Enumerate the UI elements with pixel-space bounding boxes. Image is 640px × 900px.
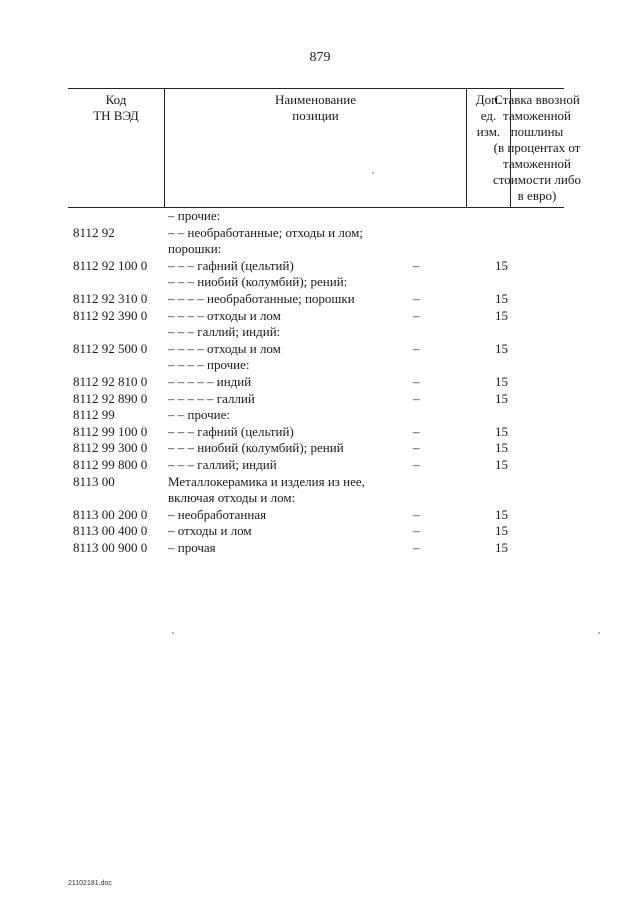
header-rate-line: Ставка ввозной bbox=[494, 92, 580, 107]
row-rate: 15 bbox=[495, 390, 508, 406]
row-code: 8112 99 800 0 bbox=[73, 456, 148, 472]
table-row bbox=[68, 357, 564, 374]
row-rate: 15 bbox=[495, 456, 508, 472]
row-name: – – – галлий; индий: bbox=[168, 324, 281, 340]
row-rate: 15 bbox=[495, 440, 508, 456]
row-code: 8112 92 310 0 bbox=[73, 290, 148, 306]
row-name: включая отходы и лом: bbox=[168, 490, 296, 506]
table-row bbox=[68, 457, 564, 474]
table-row bbox=[68, 407, 564, 424]
table-row bbox=[68, 507, 564, 524]
row-name: – – – – – индий bbox=[168, 373, 252, 389]
row-rate: 15 bbox=[495, 257, 508, 273]
row-name: – – – – – галлий bbox=[168, 390, 255, 406]
row-unit: – bbox=[413, 440, 420, 456]
row-name: – необработанная bbox=[168, 506, 267, 522]
table-row bbox=[68, 291, 564, 308]
row-rate: 15 bbox=[495, 506, 508, 522]
header-name-line: позиции bbox=[292, 108, 339, 123]
row-unit: – bbox=[413, 390, 420, 406]
header-rate-line: таможенной bbox=[503, 156, 571, 171]
table-body bbox=[68, 208, 564, 556]
header-rate-line: в евро) bbox=[517, 188, 557, 203]
scan-speck bbox=[598, 632, 600, 634]
page-number: 879 bbox=[309, 50, 331, 65]
row-code: 8112 92 100 0 bbox=[73, 257, 148, 273]
table-row bbox=[68, 341, 564, 358]
row-unit: – bbox=[413, 539, 420, 555]
row-name: – – – ниобий (колумбий); рений: bbox=[168, 274, 348, 290]
row-name: – – – – прочие: bbox=[168, 357, 250, 373]
row-code: 8112 92 390 0 bbox=[73, 307, 148, 323]
row-rate: 15 bbox=[495, 340, 508, 356]
footer-filename: 21102181.doc bbox=[68, 880, 112, 887]
row-name: – прочая bbox=[168, 539, 216, 555]
row-unit: – bbox=[413, 506, 420, 522]
row-unit: – bbox=[413, 257, 420, 273]
header-unit-line: ед. bbox=[480, 108, 497, 123]
row-unit: – bbox=[413, 456, 420, 472]
header-code bbox=[68, 89, 164, 207]
row-code: 8112 92 810 0 bbox=[73, 373, 148, 389]
row-rate: 15 bbox=[495, 523, 508, 539]
row-unit: – bbox=[413, 340, 420, 356]
header-rate-line: пошлины bbox=[510, 124, 564, 139]
table-row bbox=[68, 424, 564, 441]
table-row bbox=[68, 474, 564, 491]
row-code: 8112 92 500 0 bbox=[73, 340, 148, 356]
row-name: – – необработанные; отходы и лом; bbox=[168, 224, 363, 240]
table-row bbox=[68, 274, 564, 291]
table-row bbox=[68, 308, 564, 325]
row-code: 8112 92 bbox=[73, 224, 115, 240]
row-name: – – прочие: bbox=[168, 407, 230, 423]
table-row bbox=[68, 523, 564, 540]
scan-speck bbox=[172, 632, 174, 634]
row-code: 8113 00 900 0 bbox=[73, 539, 148, 555]
row-name: порошки: bbox=[168, 241, 222, 257]
header-unit-line: Доп. bbox=[475, 92, 502, 107]
table-header bbox=[68, 88, 581, 208]
row-code: 8113 00 400 0 bbox=[73, 523, 148, 539]
header-name-line: Наименование bbox=[275, 92, 356, 107]
row-unit: – bbox=[413, 523, 420, 539]
row-code: 8112 99 100 0 bbox=[73, 423, 148, 439]
table-row bbox=[68, 225, 564, 242]
row-unit: – bbox=[413, 423, 420, 439]
header-rate-line: (в процентах от bbox=[493, 140, 581, 155]
table-row bbox=[68, 258, 564, 275]
table-row bbox=[68, 241, 564, 258]
row-rate: 15 bbox=[495, 307, 508, 323]
header-rate-line: стоимости либо bbox=[492, 172, 581, 187]
row-unit: – bbox=[413, 290, 420, 306]
row-name: – – – – отходы и лом bbox=[168, 307, 281, 323]
row-rate: 15 bbox=[495, 373, 508, 389]
row-name: – – – гафний (цельтий) bbox=[168, 423, 294, 439]
row-unit: – bbox=[413, 373, 420, 389]
row-name: Металлокерамика и изделия из нее, bbox=[168, 473, 365, 489]
row-name: – – – – необработанные; порошки bbox=[168, 290, 355, 306]
row-name: – – – – отходы и лом bbox=[168, 340, 281, 356]
row-name: – – – гафний (цельтий) bbox=[168, 257, 294, 273]
header-unit-line: изм. bbox=[476, 124, 501, 139]
row-rate: 15 bbox=[495, 423, 508, 439]
row-name: – отходы и лом bbox=[168, 523, 252, 539]
row-unit: – bbox=[413, 307, 420, 323]
table-row bbox=[68, 490, 564, 507]
row-code: 8112 99 300 0 bbox=[73, 440, 148, 456]
row-code: 8112 99 bbox=[73, 407, 115, 423]
header-code-line: Код bbox=[105, 92, 127, 107]
row-name: – прочие: bbox=[168, 208, 221, 223]
table-row bbox=[68, 440, 564, 457]
row-code: 8112 92 890 0 bbox=[73, 390, 148, 406]
row-name: – – – ниобий (колумбий); рений bbox=[168, 440, 344, 456]
header-name bbox=[164, 89, 466, 207]
row-code: 8113 00 bbox=[73, 473, 115, 489]
table-row bbox=[68, 391, 564, 408]
table-row bbox=[68, 324, 564, 341]
row-rate: 15 bbox=[495, 290, 508, 306]
row-rate: 15 bbox=[495, 539, 508, 555]
header-rate bbox=[492, 89, 581, 207]
table-row bbox=[68, 208, 564, 225]
row-code: 8113 00 200 0 bbox=[73, 506, 148, 522]
table-row bbox=[68, 540, 564, 557]
row-name: – – – галлий; индий bbox=[168, 456, 277, 472]
header-code-line: ТН ВЭД bbox=[93, 108, 139, 123]
table-row bbox=[68, 374, 564, 391]
scan-speck bbox=[372, 172, 374, 174]
header-rate-line: таможенной bbox=[503, 108, 571, 123]
